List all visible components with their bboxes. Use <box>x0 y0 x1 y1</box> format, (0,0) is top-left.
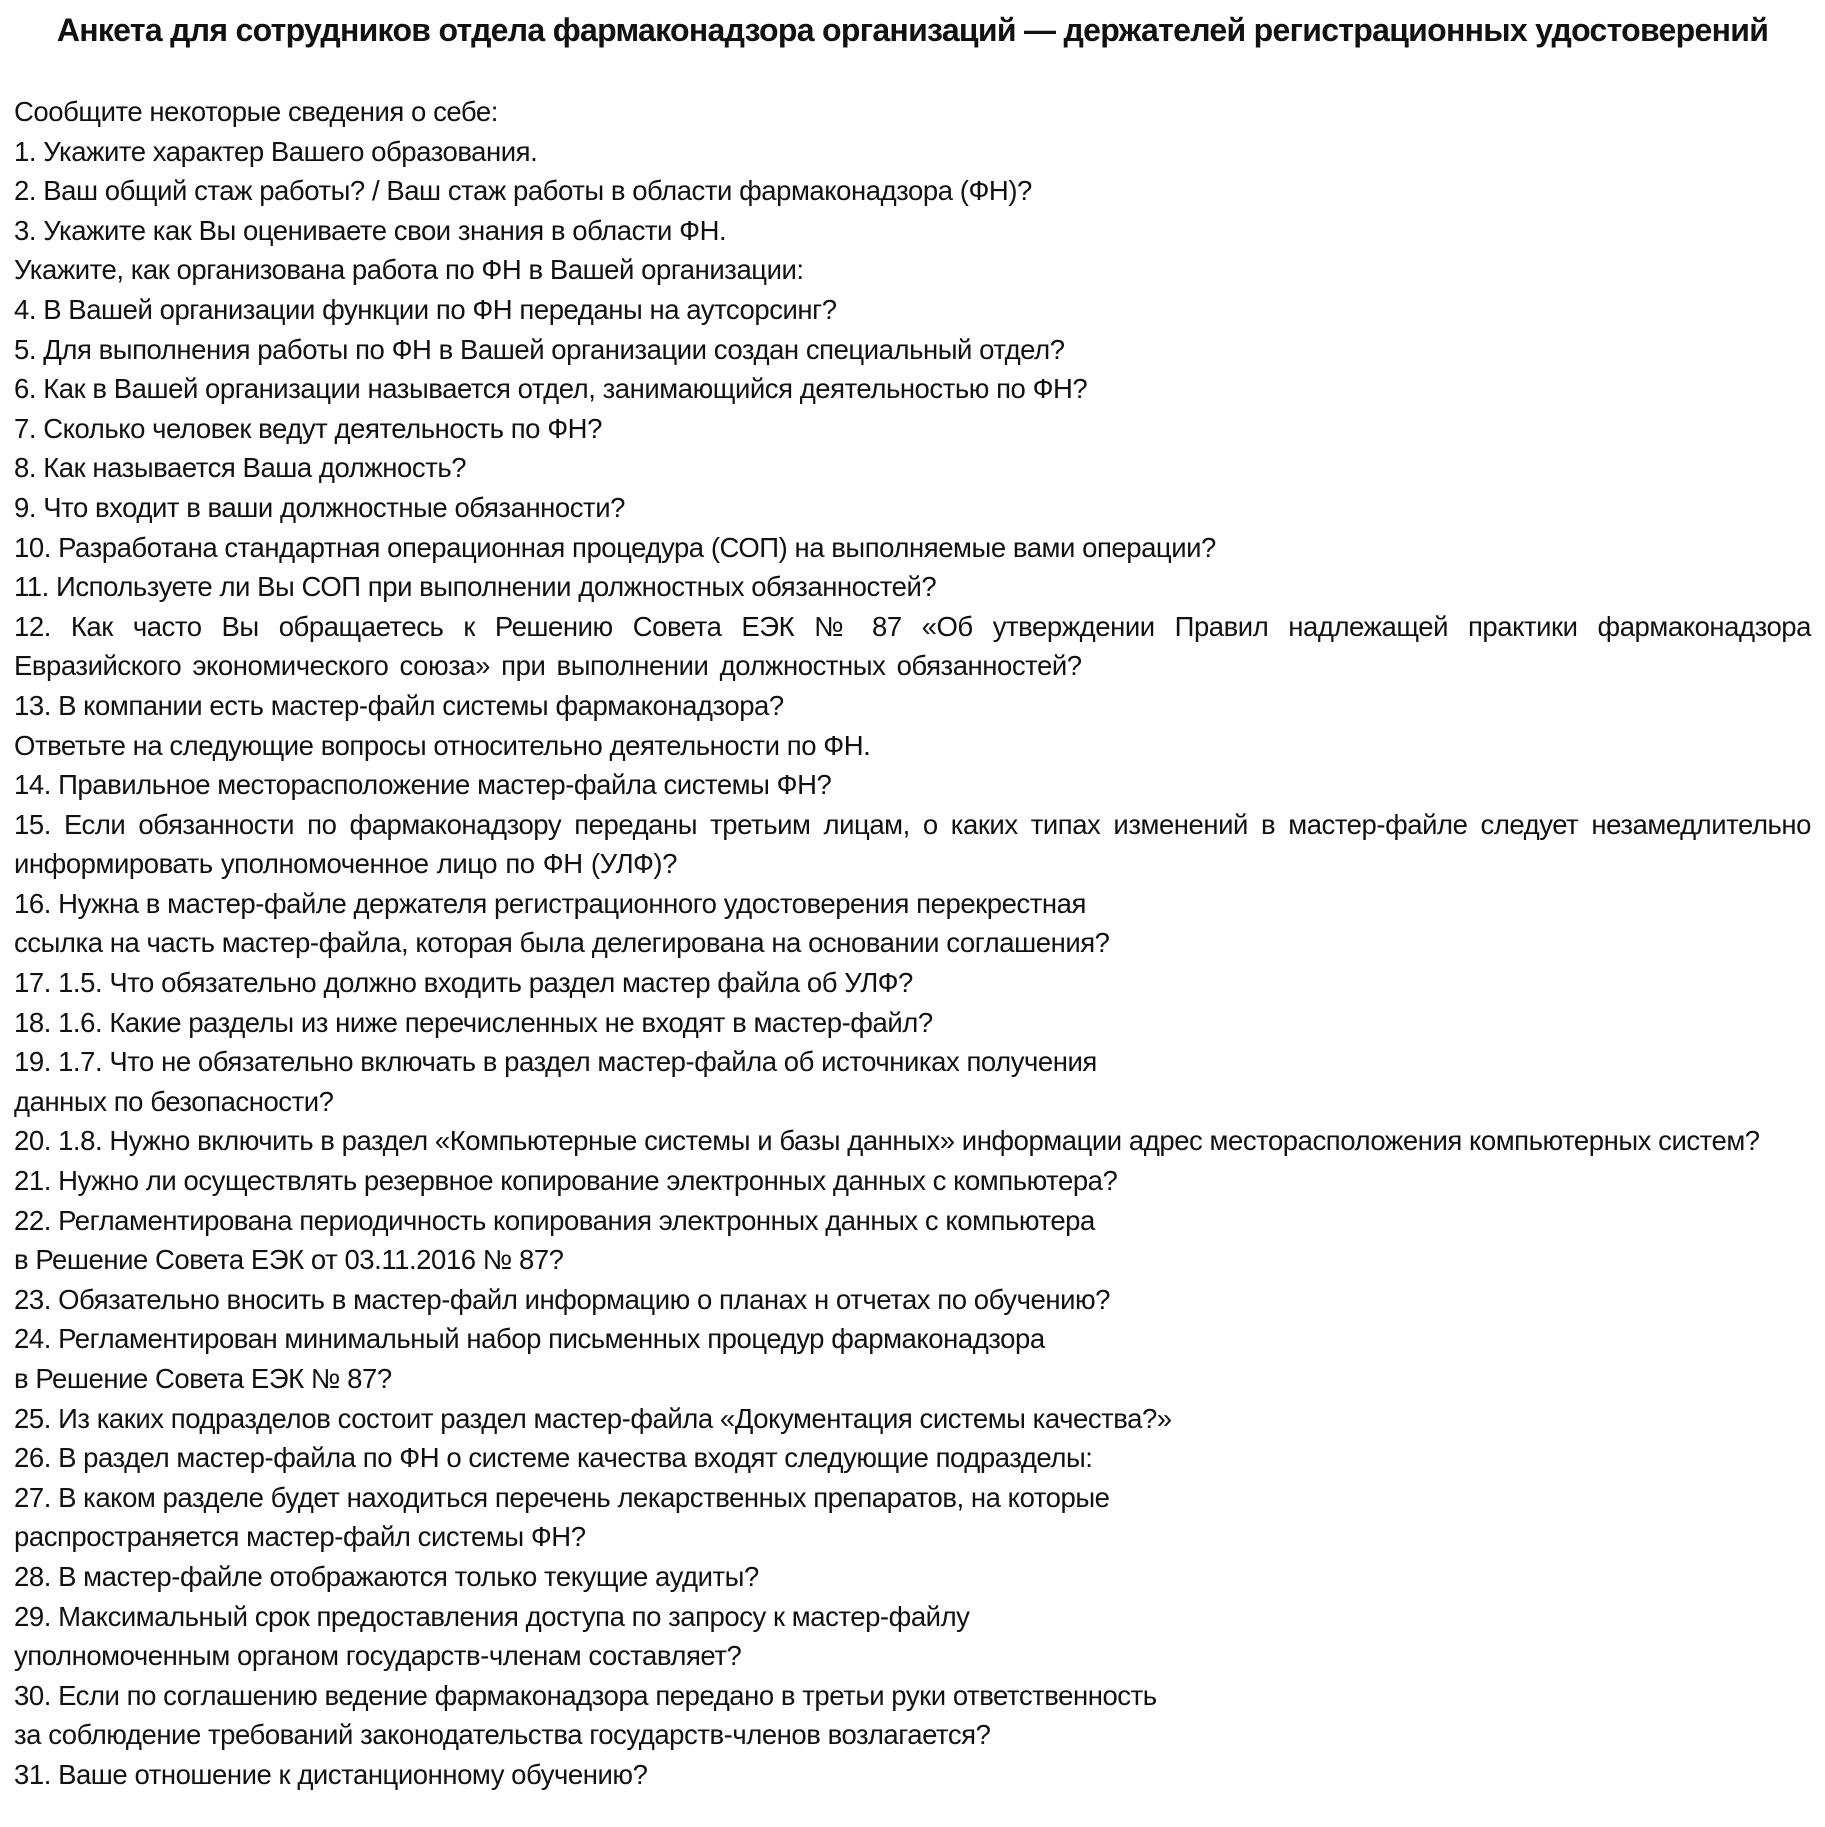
question-27-line-1: 27. В каком разделе будет находиться перечень лекарственных препаратов, на которые <box>14 1481 1110 1513</box>
question-12: 12. Как часто Вы обращаетесь к Решению Совета ЕЭК № 87 «Об утверждении Правил надлежащей практики фармаконадзора Евразийского экономического союза» при выполнении должностных обязанностей? <box>14 610 1811 682</box>
question-31: 31. Ваше отношение к дистанционному обучению? <box>14 1758 648 1790</box>
section-intro-organization: Укажите, как организована работа по ФН в Вашей организации: <box>14 254 804 286</box>
question-2: 2. Ваш общий стаж работы? / Ваш стаж работы в области фармаконадзора (ФН)? <box>14 175 1032 207</box>
question-24-line-1: 24. Регламентирован минимальный набор письменных процедур фармаконадзора <box>14 1323 1045 1355</box>
question-5: 5. Для выполнения работы по ФН в Вашей организации создан специальный отдел? <box>14 333 1065 365</box>
question-17: 17. 1.5. Что обязательно должно входить раздел мастер файла об УЛФ? <box>14 967 913 999</box>
question-30-line-2: за соблюдение требований законодательства государств-членов возлагается? <box>14 1719 991 1751</box>
question-24-line-2: в Решение Совета ЕЭК № 87? <box>14 1363 392 1394</box>
question-23: 23. Обязательно вносить в мастер-файл информацию о планах н отчетах по обучению? <box>14 1283 1110 1315</box>
question-30-line-1: 30. Если по соглашению ведение фармаконадзора передано в третьи руки ответственность <box>14 1679 1157 1711</box>
question-29-line-1: 29. Максимальный срок предоставления доступа по запросу к мастер-файлу <box>14 1600 970 1632</box>
question-6: 6. Как в Вашей организации называется отдел, занимающийся деятельностью по ФН? <box>14 373 1088 405</box>
question-4: 4. В Вашей организации функции по ФН переданы на аутсорсинг? <box>14 293 837 325</box>
question-11: 11. Используете ли Вы СОП при выполнении должностных обязанностей? <box>14 571 937 603</box>
question-1: 1. Укажите характер Вашего образования. <box>14 135 538 167</box>
section-intro-activity: Ответьте на следующие вопросы относительно деятельности по ФН. <box>14 729 871 761</box>
question-18: 18. 1.6. Какие разделы из ниже перечисленных не входят в мастер-файл? <box>14 1006 933 1038</box>
question-7: 7. Сколько человек ведут деятельность по ФН? <box>14 412 602 444</box>
question-10: 10. Разработана стандартная операционная процедура (СОП) на выполняемые вами операции? <box>14 531 1216 563</box>
question-22-line-2: в Решение Совета ЕЭК от 03.11.2016 № 87? <box>14 1244 564 1276</box>
question-28: 28. В мастер-файле отображаются только текущие аудиты? <box>14 1560 759 1592</box>
question-16-line-2: ссылка на часть мастер-файла, которая была делегирована на основании соглашения? <box>14 927 1110 959</box>
question-20: 20. 1.8. Нужно включить в раздел «Компьютерные системы и базы данных» информации адрес месторасположения компьютерных систем? <box>14 1125 1760 1157</box>
question-15: 15. Если обязанности по фармаконадзору переданы третьим лицам, о каких типах изменений в мастер-файле следует незамедлительно информировать уполномоченное лицо по ФН (УЛФ)? <box>14 808 1811 880</box>
question-14: 14. Правильное месторасположение мастер-файла системы ФН? <box>14 769 832 801</box>
question-16-line-1: 16. Нужна в мастер-файле держателя регистрационного удостоверения перекрестная <box>14 887 1086 919</box>
question-25: 25. Из каких подразделов состоит раздел мастер-файла «Документация системы качества?» <box>14 1402 1172 1434</box>
questionnaire-body <box>14 92 1811 1795</box>
question-13: 13. В компании есть мастер-файл системы фармаконадзора? <box>14 689 784 721</box>
section-intro-about-self: Сообщите некоторые сведения о себе: <box>14 96 498 127</box>
question-27-line-2: распространяется мастер-файл системы ФН? <box>14 1521 586 1553</box>
question-19-line-2: данных по безопасности? <box>14 1085 334 1117</box>
question-29-line-2: уполномоченным органом государств-членам составляет? <box>14 1640 742 1672</box>
question-19-line-1: 19. 1.7. Что не обязательно включать в раздел мастер-файла об источниках получения <box>14 1046 1097 1078</box>
page-title: Анкета для сотрудников отдела фармаконадзора организаций — держателей регистрационных удостоверений <box>56 12 1769 48</box>
question-9: 9. Что входит в ваши должностные обязанности? <box>14 491 625 523</box>
question-22-line-1: 22. Регламентирована периодичность копирования электронных данных с компьютера <box>14 1204 1095 1236</box>
question-21: 21. Нужно ли осуществлять резервное копирование электронных данных с компьютера? <box>14 1165 1118 1197</box>
question-26: 26. В раздел мастер-файла по ФН о системе качества входят следующие подразделы: <box>14 1442 1093 1474</box>
question-3: 3. Укажите как Вы оцениваете свои знания в области ФН. <box>14 214 727 246</box>
question-8: 8. Как называется Ваша должность? <box>14 452 467 484</box>
